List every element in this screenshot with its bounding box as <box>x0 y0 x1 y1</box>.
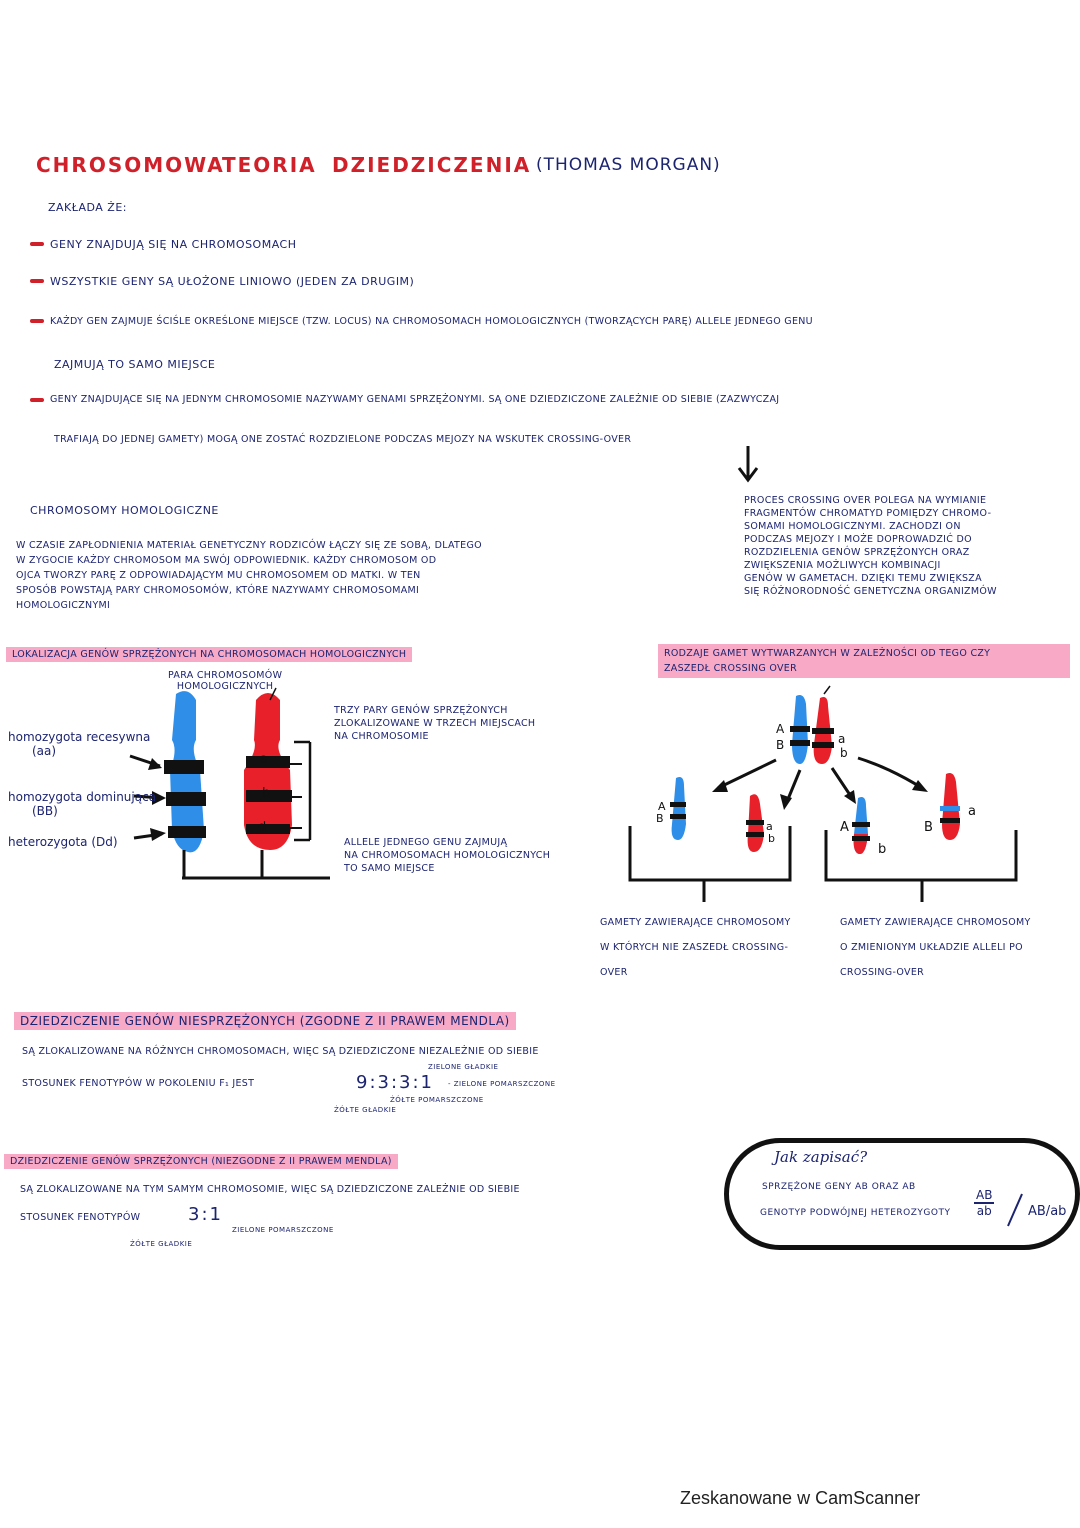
gamete4-label-B: B <box>924 820 933 835</box>
linked-note-zielone: ZIELONE POMARSZCZONE <box>232 1226 334 1234</box>
parent-label-A: A <box>776 722 785 736</box>
gene-label-b: b <box>262 786 271 801</box>
gametes-heading-line: RODZAJE GAMET WYTWARZANYCH W ZALEŻNOŚCI OD TEGO CZY <box>664 648 991 659</box>
gametes-heading <box>658 644 1070 678</box>
homologous-line: W ZYGOCIE KAŻDY CHROMOSOM MA SWÓJ ODPOWIEDNIK. KAŻDY CHROMOSOM OD <box>16 555 437 566</box>
alleles-text <box>344 836 550 875</box>
intro-bullet-3-cont: ZAJMUJĄ TO SAMO MIEJSCE <box>54 358 216 371</box>
note-zolte-gladkie: ŻÓŁTE GŁADKIE <box>334 1106 397 1114</box>
note-zielone-gladkie: ZIELONE GŁADKIE <box>428 1063 499 1071</box>
linked-note-zolte: ŻÓŁTE GŁADKIE <box>130 1240 193 1248</box>
homozygote-recessive-genotype: (aa) <box>32 744 57 758</box>
bullet-marker <box>30 398 44 402</box>
alleles-line: NA CHROMOSOMACH HOMOLOGICZNYCH <box>344 850 551 861</box>
homologous-line: SPOSÓB POWSTAJĄ PARY CHROMOSOMÓW, KTÓRE NAZYWAMY CHROMOSOMAMI <box>16 585 420 596</box>
pair-label-line: PARA CHROMOSOMÓW <box>168 670 283 681</box>
note-zielone-pomarszczone: - ZIELONE POMARSZCZONE <box>448 1080 556 1088</box>
homologous-line: W CZASIE ZAPŁODNIENIA MATERIAŁ GENETYCZNY RODZICÓW ŁĄCZY SIĘ ZE SOBĄ, DLATEGO <box>16 540 482 551</box>
intro-zaklada: ZAKŁADA ŻE: <box>48 201 127 214</box>
crossing-line: FRAGMENTÓW CHROMATYD POMIĘDZY CHROMO- <box>744 508 992 519</box>
gamete4-label-a: a <box>968 804 976 819</box>
alleles-line: TO SAMO MIEJSCE <box>344 863 435 874</box>
intro-bullet-4-cont: TRAFIAJĄ DO JEDNEJ GAMETY) MOGĄ ONE ZOSTAĆ ROZDZIELONE PODCZAS MEJOZY NA WSKUTEK CROSSING-OVER <box>54 434 632 445</box>
intro-bullet-2: WSZYSTKIE GENY SĄ UŁOŻONE LINIOWO (JEDEN ZA DRUGIM) <box>50 275 415 288</box>
note-zolte-pomarszczone: ŻÓŁTE POMARSZCZONE <box>390 1096 484 1104</box>
gametes-left-line: W KTÓRYCH NIE ZASZEDŁ CROSSING- <box>600 942 789 953</box>
crossing-line: SIĘ RÓŻNORODNOŚĆ GENETYCZNA ORGANIZMÓW <box>744 586 997 597</box>
gene-label-d: d <box>258 820 267 835</box>
pair-label-line: HOMOLOGICZNYCH <box>176 681 274 692</box>
bullet-marker <box>30 242 44 246</box>
homozygote-recessive-line: homozygota recesywna <box>8 730 151 744</box>
gamete3-label-A: A <box>840 820 849 835</box>
linked-line-1: SĄ ZLOKALIZOWANE NA TYM SAMYM CHROMOSOMIE, WIĘC SĄ DZIEDZICZONE ZALEŻNIE OD SIEBIE <box>20 1184 520 1195</box>
homozygote-dominant-genotype: (BB) <box>32 804 58 818</box>
gamete1-label-A: A <box>658 800 666 813</box>
gametes-heading-line: ZASZEDŁ CROSSING OVER <box>664 663 797 674</box>
intro-bullet-4: GENY ZNAJDUJĄCE SIĘ NA JEDNYM CHROMOSOMIE NAZYWAMY GENAMI SPRZĘŻONYMI. SĄ ONE DZIEDZICZONE ZALEŻNIE OD SIEBIE (ZAZWYCZAJ <box>50 394 780 405</box>
howto-line-2: GENOTYP PODWÓJNEJ HETEROZYGOTY <box>760 1208 951 1218</box>
crossing-line: GENÓW W GAMETACH. DZIĘKI TEMU ZWIĘKSZA <box>744 573 982 584</box>
unlinked-ratio: 9:3:3:1 <box>356 1072 435 1093</box>
title-word-2: TEORIA <box>222 153 317 177</box>
linked-ratio: 3:1 <box>188 1204 223 1225</box>
crossing-over-text <box>744 494 1076 598</box>
howto-frac-bottom: ab <box>976 1204 992 1218</box>
crossing-line: SOMAMI HOMOLOGICZNYMI. ZACHODZI ON <box>744 521 961 532</box>
intro-bullet-3: KAŻDY GEN ZAJMUJE ŚCIŚLE OKREŚLONE MIEJSCE (TZW. LOCUS) NA CHROMOSOMACH HOMOLOGICZNYCH (TWORZĄCYCH PARĘ) ALLELE JEDNEGO GENU <box>50 316 813 327</box>
gametes-right-line: GAMETY ZAWIERAJĄCE CHROMOSOMY <box>840 917 1031 928</box>
parent-label-B: B <box>776 738 785 752</box>
homozygote-dominant-label <box>8 790 156 818</box>
homologous-heading: CHROMOSOMY HOMOLOGICZNE <box>30 504 219 517</box>
howto-line-1: SPRZĘŻONE GENY AB ORAZ AB <box>762 1182 916 1192</box>
unlinked-line-2: STOSUNEK FENOTYPÓW W POKOLENIU F₁ JEST <box>22 1078 255 1089</box>
homozygote-recessive-label <box>8 730 150 758</box>
parent-label-b: b <box>840 746 848 760</box>
crossing-line: ROZDZIELENIA GENÓW SPRZĘŻONYCH ORAZ <box>744 547 970 558</box>
gene-label-a: a <box>260 752 268 767</box>
crossing-line: ZWIĘKSZENIA MOŻLIWYCH KOMBINACJI <box>744 560 941 571</box>
gametes-left-line: OVER <box>600 967 628 978</box>
footer-camscanner: Zeskanowane w CamScanner <box>680 1488 921 1508</box>
title-word-1: CHROSOMOWA <box>36 153 225 177</box>
crossing-line: PODCZAS MEJOZY I MOŻE DOPROWADZIĆ DO <box>744 534 972 545</box>
gametes-right-caption <box>840 910 1031 985</box>
howto-alt: AB/ab <box>1028 1204 1067 1219</box>
gametes-left-line: GAMETY ZAWIERAJĄCE CHROMOSOMY <box>600 917 791 928</box>
gametes-right-line: CROSSING-OVER <box>840 967 925 978</box>
alleles-line: ALLELE JEDNEGO GENU ZAJMUJĄ <box>344 837 508 848</box>
howto-frac-top: AB <box>976 1188 993 1202</box>
unlinked-heading: DZIEDZICZENIE GENÓW NIESPRZĘŻONYCH (ZGODNE Z II PRAWEM MENDLA) <box>14 1012 516 1030</box>
intro-bullet-1: GENY ZNAJDUJĄ SIĘ NA CHROMOSOMACH <box>50 238 297 251</box>
howto-title: Jak zapisać? <box>774 1148 868 1166</box>
three-pairs-text <box>334 704 535 743</box>
gametes-diagram <box>600 684 1040 904</box>
three-pairs-line: TRZY PARY GENÓW SPRZĘŻONYCH <box>334 705 508 716</box>
parent-label-a: a <box>838 732 846 746</box>
crossing-line: PROCES CROSSING OVER POLEGA NA WYMIANIE <box>744 495 987 506</box>
gamete3-label-b: b <box>878 842 887 857</box>
localization-heading: LOKALIZACJA GENÓW SPRZĘŻONYCH NA CHROMOSOMACH HOMOLOGICZNYCH <box>6 647 412 662</box>
heterozygote-label: heterozygota (Dd) <box>8 835 118 849</box>
unlinked-line-1: SĄ ZLOKALIZOWANE NA RÓŻNYCH CHROMOSOMACH, WIĘC SĄ DZIEDZICZONE NIEZALEŻNIE OD SIEBIE <box>22 1046 539 1057</box>
title-word-3: DZIEDZICZENIA <box>332 153 532 177</box>
three-pairs-line: NA CHROMOSOMIE <box>334 731 429 742</box>
homologous-line: HOMOLOGICZNYMI <box>16 600 111 611</box>
gametes-left-caption <box>600 910 791 985</box>
bullet-marker <box>30 319 44 323</box>
homologous-text <box>16 538 576 613</box>
three-pairs-line: ZLOKALIZOWANE W TRZECH MIEJSCACH <box>334 718 536 729</box>
title-author: (THOMAS MORGAN) <box>536 155 721 175</box>
gamete2-label-a: a <box>766 820 773 833</box>
linked-heading: DZIEDZICZENIE GENÓW SPRZĘŻONYCH (NIEZGODNE Z II PRAWEM MENDLA) <box>4 1154 398 1169</box>
slash-divider <box>1004 1190 1026 1230</box>
homologous-line: OJCA TWORZY PARĘ Z ODPOWIADAJĄCYM MU CHROMOSOMEM OD MATKI. W TEN <box>16 570 421 581</box>
gametes-right-line: O ZMIENIONYM UKŁADZIE ALLELI PO <box>840 942 1023 953</box>
homozygote-dominant-line: homozygota dominująca <box>8 790 157 804</box>
linked-line-2: STOSUNEK FENOTYPÓW <box>20 1212 141 1223</box>
arrow-down-icon <box>736 444 760 484</box>
bullet-marker <box>30 279 44 283</box>
howto-fraction <box>974 1188 994 1218</box>
gamete1-label-B: B <box>656 812 664 825</box>
gamete2-label-b: b <box>768 832 775 845</box>
